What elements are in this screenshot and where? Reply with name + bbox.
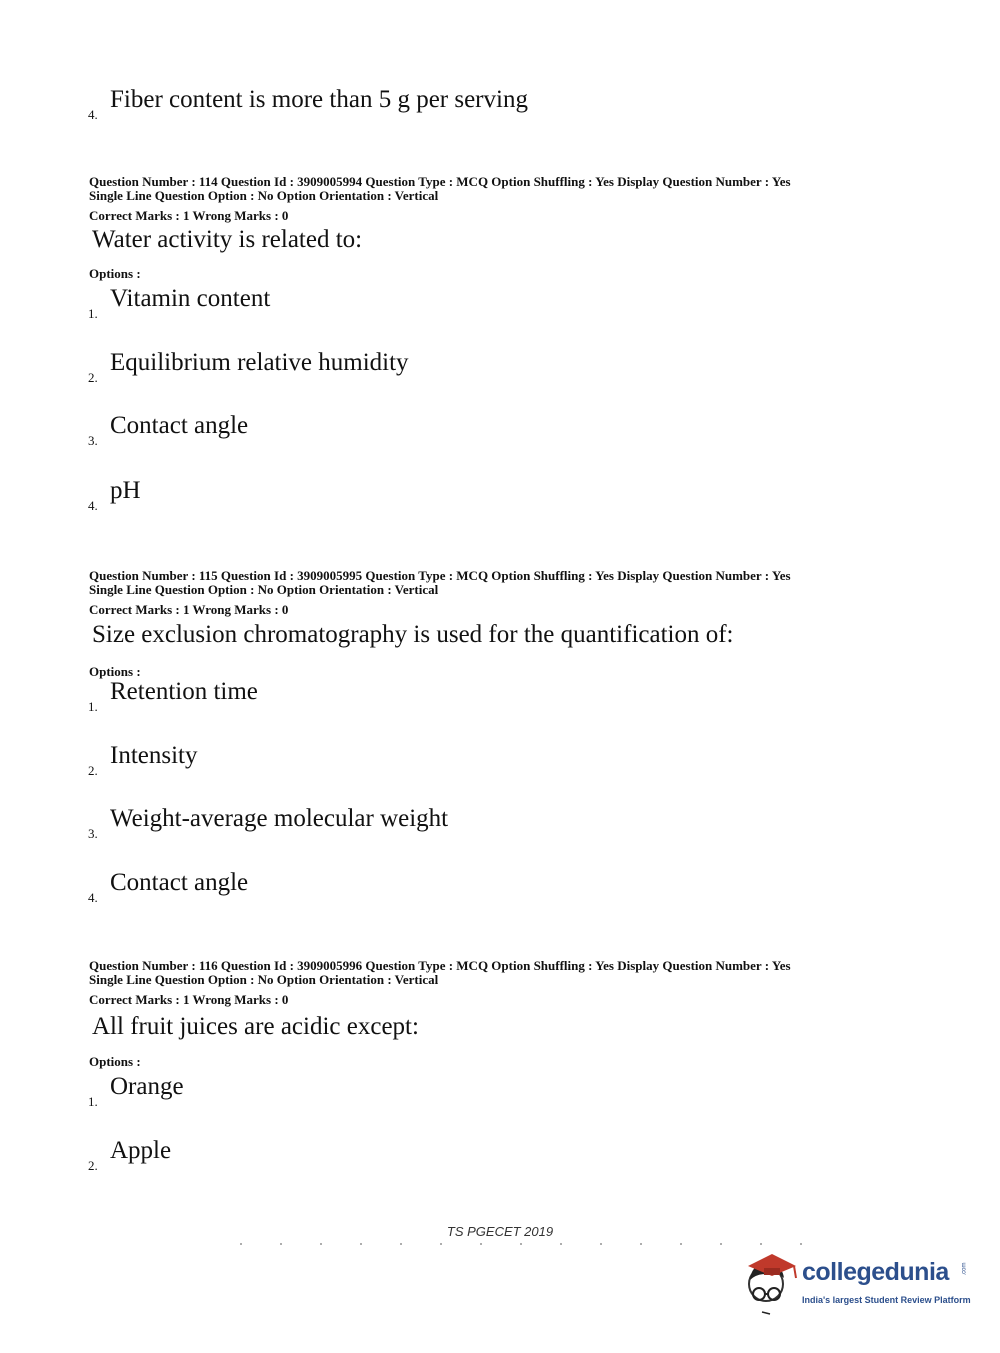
question-marks: Correct Marks : 1 Wrong Marks : 0 (89, 208, 289, 223)
option-number: 1. (88, 306, 98, 321)
option-number: 1. (88, 699, 98, 714)
option-text: Apple (110, 1137, 172, 1164)
question-meta: Question Number : 116 Question Id : 3909005996 Question Type : MCQ Option Shuffling : Yes Display Question Number : Yes (89, 958, 791, 973)
question-text: Size exclusion chromatography is used for the quantification of: (92, 621, 734, 648)
question-marks: Correct Marks : 1 Wrong Marks : 0 (89, 602, 289, 617)
option-item (88, 1133, 948, 1173)
question-meta-2: Single Line Question Option : No Option Orientation : Vertical (89, 972, 439, 987)
option-text: Vitamin content (110, 285, 271, 312)
option-number: 2. (88, 370, 98, 385)
option-text: Weight-average molecular weight (110, 805, 449, 832)
option-item (88, 473, 948, 513)
option-text: Contact angle (110, 869, 249, 896)
option-text: Intensity (110, 742, 198, 769)
option-number: 2. (88, 763, 98, 778)
option-item (88, 281, 948, 321)
footer-divider (240, 1243, 820, 1245)
mascot-icon (742, 1248, 802, 1318)
question-meta: Question Number : 114 Question Id : 3909005994 Question Type : MCQ Option Shuffling : Yes Display Question Number : Yes (89, 174, 791, 189)
question-meta-2: Single Line Question Option : No Option Orientation : Vertical (89, 582, 439, 597)
option-item (88, 345, 948, 385)
option-text: Contact angle (110, 412, 249, 439)
option-text: Orange (110, 1073, 184, 1100)
brand-suffix: .com (961, 1262, 968, 1276)
brand-tagline: India's largest Student Review Platform (802, 1295, 971, 1305)
option-item (88, 408, 948, 448)
brand-logo (742, 1248, 972, 1318)
option-number: 1. (88, 1094, 98, 1109)
question-meta: Question Number : 115 Question Id : 3909005995 Question Type : MCQ Option Shuffling : Yes Display Question Number : Yes (89, 568, 791, 583)
option-number: 3. (88, 433, 98, 448)
question-text: All fruit juices are acidic except: (92, 1013, 419, 1040)
option-number: 4. (88, 498, 98, 513)
question-meta-2: Single Line Question Option : No Option Orientation : Vertical (89, 188, 439, 203)
option-number: 2. (88, 1158, 98, 1173)
options-label: Options : (89, 1054, 141, 1069)
option-item (88, 1069, 948, 1109)
option-item (88, 82, 948, 122)
options-label: Options : (89, 664, 141, 679)
option-text: Equilibrium relative humidity (110, 349, 409, 376)
question-marks: Correct Marks : 1 Wrong Marks : 0 (89, 992, 289, 1007)
option-number: 4. (88, 890, 98, 905)
options-label: Options : (89, 266, 141, 281)
option-number: 4. (88, 107, 98, 122)
brand-name: collegedunia (802, 1258, 949, 1286)
option-item (88, 801, 948, 841)
option-item (88, 865, 948, 905)
option-text: pH (110, 477, 141, 504)
question-text: Water activity is related to: (92, 226, 363, 253)
option-item (88, 674, 948, 714)
option-text: Fiber content is more than 5 g per serving (110, 86, 528, 113)
option-text: Retention time (110, 678, 258, 705)
option-number: 3. (88, 826, 98, 841)
option-item (88, 738, 948, 778)
exam-footer: TS PGECET 2019 (446, 1224, 554, 1239)
